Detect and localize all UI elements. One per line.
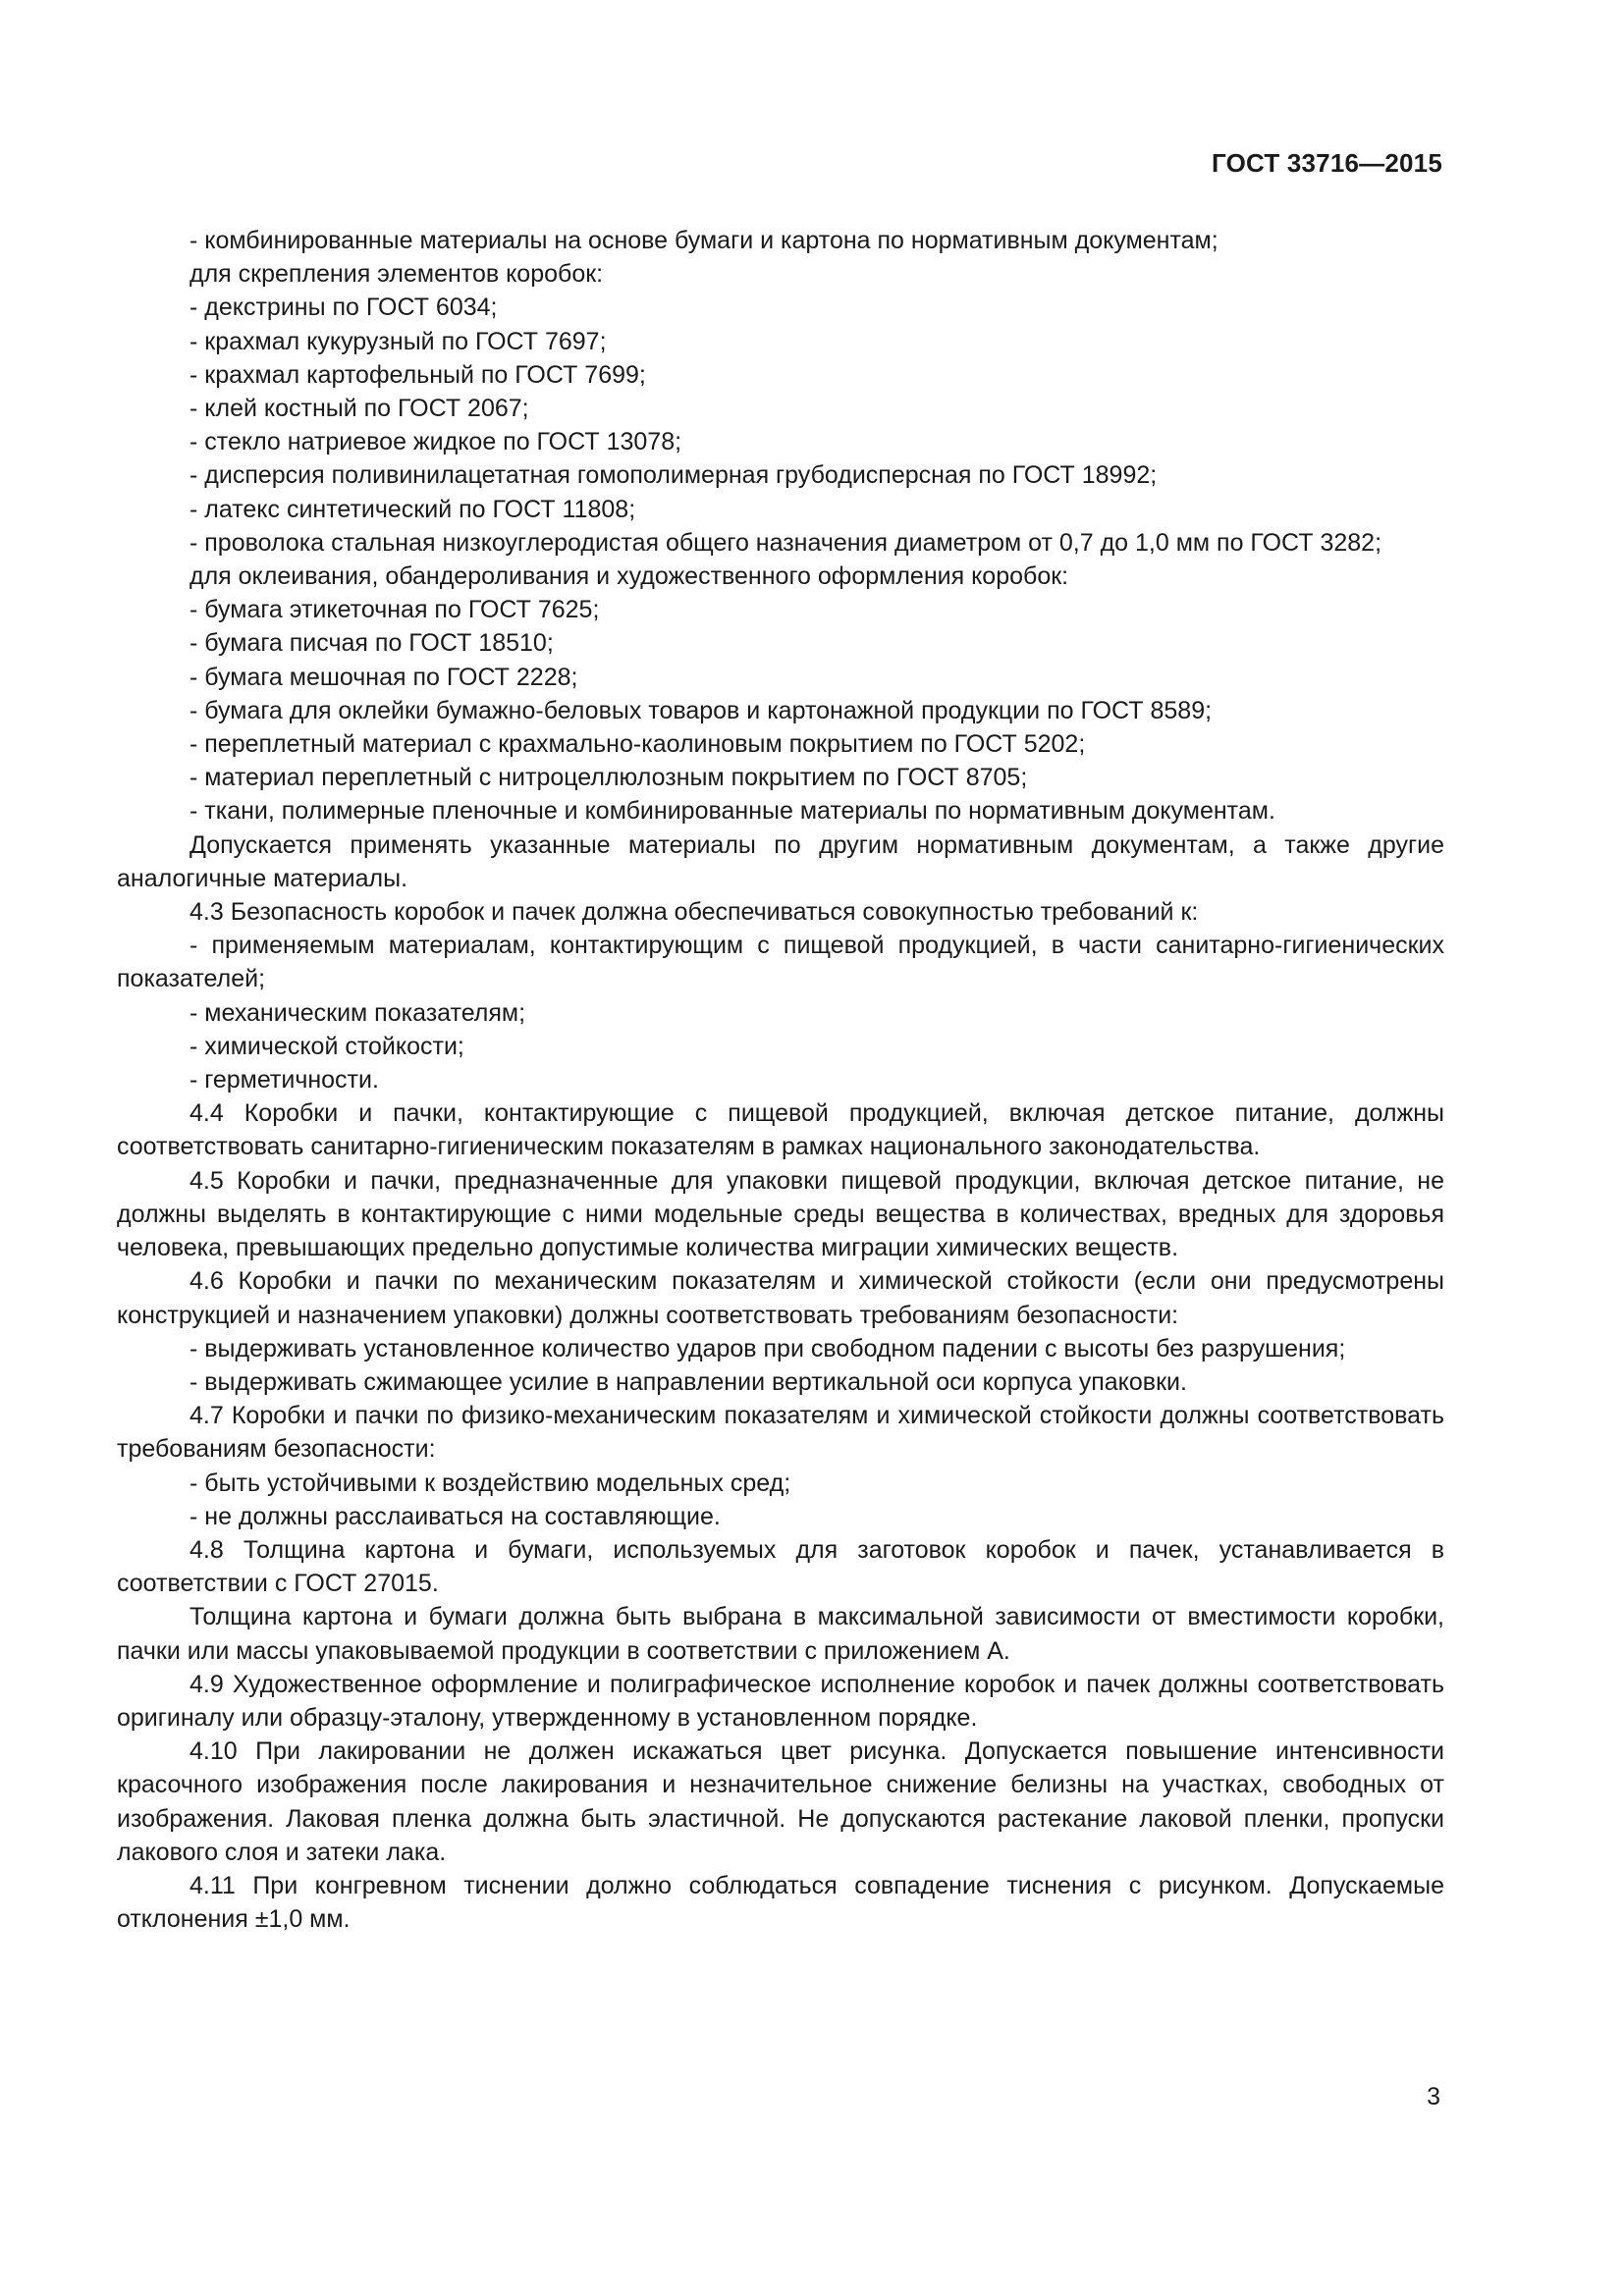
paragraph: - бумага мешочная по ГОСТ 2228; <box>189 663 578 691</box>
paragraph: - быть устойчивыми к воздействию модельных сред; <box>189 1468 791 1497</box>
paragraph: - бумага писчая по ГОСТ 18510; <box>189 629 554 658</box>
paragraph: для скрепления элементов коробок: <box>189 260 604 289</box>
paragraph: 4.4 Коробки и пачки, контактирующие с пищевой продукцией, включая детское питание, должны соответствовать санитарно-гигиеническим показателям в рамках национального законодательства. <box>117 1099 1444 1161</box>
paragraph: - крахмал картофельный по ГОСТ 7699; <box>189 360 646 389</box>
paragraph: - герметичности. <box>189 1066 379 1095</box>
paragraph: - стекло натриевое жидкое по ГОСТ 13078; <box>189 428 682 456</box>
document-body <box>117 224 1444 1936</box>
paragraph: - комбинированные материалы на основе бумаги и картона по нормативным документам; <box>189 227 1218 254</box>
paragraph: 4.10 При лакировании не должен искажаться цвет рисунка. Допускается повышение интенсивности красочного изображения после лакирования и незначительное снижение белизны на участках, свободных от изображения. Лаковая пленка должна быть эластичной. Не допускаются растекание лаковой пленки, пропуски лакового слоя и затеки лака. <box>117 1737 1444 1866</box>
page-number: 3 <box>1427 2083 1440 2110</box>
paragraph: 4.6 Коробки и пачки по механическим показателям и химической стойкости (если они предусмотрены конструкцией и назначением упаковки) должны соответствовать требованиям безопасности: <box>117 1267 1444 1329</box>
paragraph: - бумага для оклейки бумажно-беловых товаров и картонажной продукции по ГОСТ 8589; <box>189 696 1213 724</box>
paragraph: - выдерживать установленное количество ударов при свободном падении с высоты без разрушения; <box>189 1334 1346 1362</box>
paragraph: - механическим показателям; <box>189 998 526 1027</box>
paragraph: для оклеивания, обандероливания и художественного оформления коробок: <box>189 562 1069 591</box>
paragraph: 4.5 Коробки и пачки, предназначенные для упаковки пищевой продукции, включая детское питание, не должны выделять в контактирующие с ними модельные среды вещества в количествах, вредных для здоровья человека, превышающих предельно допустимые количества миграции химических веществ. <box>117 1166 1444 1262</box>
paragraph: - декстрины по ГОСТ 6034; <box>189 294 498 322</box>
paragraph: Допускается применять указанные материалы по другим нормативным документам, а также другие аналогичные материалы. <box>117 830 1444 892</box>
paragraph: 4.11 При конгревном тиснении должно соблюдаться совпадение тиснения с рисунком. Допускаемые отклонения ±1,0 мм. <box>117 1871 1444 1934</box>
paragraph: Толщина картона и бумаги должна быть выбрана в максимальной зависимости от вместимости коробки, пачки или массы упаковываемой продукции в соответствии с приложением А. <box>117 1603 1444 1665</box>
paragraph: - крахмал кукурузный по ГОСТ 7697; <box>189 327 607 355</box>
paragraph: - латекс синтетический по ГОСТ 11808; <box>189 495 636 523</box>
document-header-id: ГОСТ 33716—2015 <box>1212 148 1442 178</box>
paragraph: - выдерживать сжимающее усилие в направлении вертикальной оси корпуса упаковки. <box>189 1367 1187 1396</box>
paragraph: - не должны расслаиваться на составляющие. <box>189 1502 721 1530</box>
paragraph: - дисперсия поливинилацетатная гомополимерная грубодисперсная по ГОСТ 18992; <box>189 461 1158 490</box>
paragraph: - бумага этикеточная по ГОСТ 7625; <box>189 596 600 624</box>
paragraph: 4.7 Коробки и пачки по физико-механическим показателям и химической стойкости должны соответствовать требованиям безопасности: <box>117 1402 1444 1464</box>
paragraph: - химической стойкости; <box>189 1032 464 1060</box>
paragraph: 4.3 Безопасность коробок и пачек должна обеспечиваться совокупностью требований к: <box>189 898 1199 927</box>
paragraph: - применяемым материалам, контактирующим с пищевой продукцией, в части санитарно-гигиенических показателей; <box>117 932 1444 993</box>
paragraph: - проволока стальная низкоуглеродистая общего назначения диаметром от 0,7 до 1,0 мм по ГОСТ 3282; <box>189 528 1382 557</box>
paragraph: - клей костный по ГОСТ 2067; <box>189 395 529 423</box>
paragraph: - переплетный материал с крахмально-каолиновым покрытием по ГОСТ 5202; <box>189 730 1086 759</box>
paragraph: 4.9 Художественное оформление и полиграфическое исполнение коробок и пачек должны соответствовать оригиналу или образцу-эталону, утвержденному в установленном порядке. <box>117 1670 1444 1732</box>
paragraph: - ткани, полимерные пленочные и комбинированные материалы по нормативным документам. <box>189 797 1275 826</box>
paragraph: 4.8 Толщина картона и бумаги, используемых для заготовок коробок и пачек, устанавливается в соответствии с ГОСТ 27015. <box>117 1535 1444 1598</box>
paragraph: - материал переплетный с нитроцеллюлозным покрытием по ГОСТ 8705; <box>189 764 1028 792</box>
